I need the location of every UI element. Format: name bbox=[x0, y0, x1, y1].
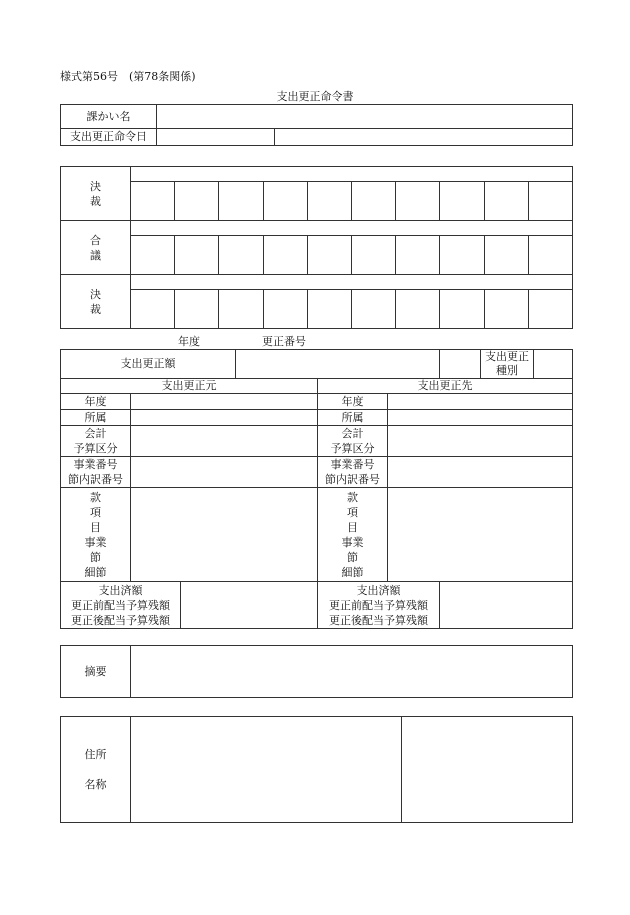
summary-value[interactable] bbox=[131, 646, 573, 698]
section-value[interactable] bbox=[157, 105, 573, 129]
source-budget-items-value[interactable] bbox=[131, 488, 318, 582]
dest-project-label: 事業番号 節内訳番号 bbox=[318, 457, 388, 488]
approval-label-1: 決 裁 bbox=[61, 167, 131, 221]
dest-balance-label: 支出済額 更正前配当予算残額 更正後配当予算残額 bbox=[318, 582, 440, 629]
stamp-cell[interactable] bbox=[219, 182, 263, 221]
dest-balance-value[interactable] bbox=[440, 582, 573, 629]
order-date-value-2[interactable] bbox=[275, 129, 573, 146]
payee-labels bbox=[61, 717, 131, 823]
source-year-value[interactable] bbox=[131, 394, 318, 410]
approval-name-row-2 bbox=[131, 221, 573, 236]
form-number: 様式第56号 (第78条関係) bbox=[60, 70, 196, 83]
stamp-cell[interactable] bbox=[396, 182, 440, 221]
amount-label: 支出更正額 bbox=[61, 350, 236, 379]
summary-table bbox=[60, 645, 573, 698]
dest-budget-items-value[interactable] bbox=[388, 488, 573, 582]
source-affiliation-label: 所属 bbox=[61, 410, 131, 426]
summary-label: 摘要 bbox=[61, 646, 131, 698]
dest-budget-items-label: 款 項 目 事業 節 細節 bbox=[318, 488, 388, 582]
payee-stamp-area[interactable] bbox=[402, 717, 573, 823]
fiscal-year-label: 年度 bbox=[178, 335, 200, 348]
stamp-cell[interactable] bbox=[131, 290, 175, 329]
order-date-label: 支出更正命令日 bbox=[61, 129, 157, 146]
approval-label-3: 決 裁 bbox=[61, 275, 131, 329]
source-budget-items-label: 款 項 目 事業 節 細節 bbox=[61, 488, 131, 582]
stamp-cell[interactable] bbox=[484, 290, 528, 329]
stamp-cell[interactable] bbox=[175, 290, 219, 329]
source-project-label: 事業番号 節内訳番号 bbox=[61, 457, 131, 488]
payee-table bbox=[60, 716, 573, 823]
source-balance-label: 支出済額 更正前配当予算残額 更正後配当予算残額 bbox=[61, 582, 181, 629]
stamp-cell[interactable] bbox=[263, 290, 307, 329]
stamp-cell[interactable] bbox=[131, 182, 175, 221]
approval-label-2: 合 議 bbox=[61, 221, 131, 275]
approval-name-row-3 bbox=[131, 275, 573, 290]
dest-affiliation-value[interactable] bbox=[388, 410, 573, 426]
type-value[interactable] bbox=[534, 350, 573, 378]
source-affiliation-value[interactable] bbox=[131, 410, 318, 426]
dest-account-label: 会計 予算区分 bbox=[318, 426, 388, 457]
stamp-cell[interactable] bbox=[351, 290, 395, 329]
dest-heading: 支出更正先 bbox=[318, 379, 573, 394]
order-date-value-1[interactable] bbox=[157, 129, 275, 146]
source-heading: 支出更正元 bbox=[61, 379, 318, 394]
stamp-cell[interactable] bbox=[396, 290, 440, 329]
stamp-cell[interactable] bbox=[351, 236, 395, 275]
payee-address-name-value[interactable] bbox=[131, 717, 402, 823]
source-year-label: 年度 bbox=[61, 394, 131, 410]
type-label bbox=[440, 350, 481, 379]
amount-value[interactable] bbox=[236, 350, 440, 379]
stamp-cell[interactable] bbox=[263, 182, 307, 221]
stamp-cell[interactable] bbox=[484, 236, 528, 275]
stamp-cell[interactable] bbox=[351, 182, 395, 221]
stamp-cell[interactable] bbox=[175, 236, 219, 275]
stamp-cell[interactable] bbox=[219, 236, 263, 275]
stamp-cell[interactable] bbox=[219, 290, 263, 329]
approval-name-row-1 bbox=[131, 167, 573, 182]
dest-year-value[interactable] bbox=[388, 394, 573, 410]
header-table bbox=[60, 104, 573, 146]
stamp-cell[interactable] bbox=[175, 182, 219, 221]
stamp-cell[interactable] bbox=[484, 182, 528, 221]
type-group bbox=[481, 350, 573, 379]
name-label: 名称 bbox=[84, 777, 107, 791]
source-account-label: 会計 予算区分 bbox=[61, 426, 131, 457]
stamp-cell[interactable] bbox=[440, 182, 484, 221]
source-account-value[interactable] bbox=[131, 426, 318, 457]
dest-affiliation-label: 所属 bbox=[318, 410, 388, 426]
stamp-cell[interactable] bbox=[440, 236, 484, 275]
type-label-text: 支出更正種別 bbox=[481, 350, 533, 378]
stamp-cell[interactable] bbox=[307, 182, 351, 221]
stamp-cell[interactable] bbox=[307, 290, 351, 329]
address-label: 住所 bbox=[84, 747, 107, 761]
section-label: 課かい名 bbox=[61, 105, 157, 129]
correction-number-label: 更正番号 bbox=[262, 335, 306, 348]
stamp-cell[interactable] bbox=[131, 236, 175, 275]
page-title: 支出更正命令書 bbox=[276, 90, 354, 103]
correction-table bbox=[60, 349, 573, 629]
approval-table bbox=[60, 166, 573, 329]
stamp-cell[interactable] bbox=[528, 182, 572, 221]
dest-account-value[interactable] bbox=[388, 426, 573, 457]
stamp-cell[interactable] bbox=[440, 290, 484, 329]
stamp-cell[interactable] bbox=[528, 236, 572, 275]
stamp-cell[interactable] bbox=[307, 236, 351, 275]
source-balance-value[interactable] bbox=[181, 582, 318, 629]
dest-project-value[interactable] bbox=[388, 457, 573, 488]
dest-year-label: 年度 bbox=[318, 394, 388, 410]
stamp-cell[interactable] bbox=[396, 236, 440, 275]
source-project-value[interactable] bbox=[131, 457, 318, 488]
stamp-cell[interactable] bbox=[263, 236, 307, 275]
stamp-cell[interactable] bbox=[528, 290, 572, 329]
